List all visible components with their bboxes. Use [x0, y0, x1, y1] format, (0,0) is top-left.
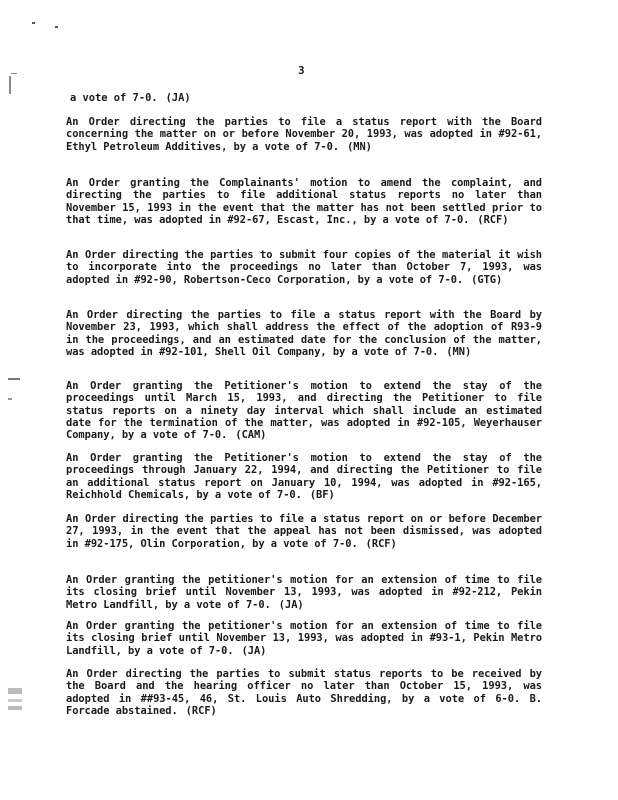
- order-text: An Order granting the Complainants' motion to amend the complaint, and directing the parties to file additional status reports no later than November 15, 1993 in the event that the matter has not been settled prior to that time, was adopted in #92-67, Escast, Inc., by a vote of 7-0.: [66, 177, 542, 226]
- judge-initials: (RCF): [185, 704, 217, 717]
- paragraph-block: [66, 513, 542, 550]
- order-paragraph: [66, 452, 542, 501]
- order-paragraph: [66, 668, 542, 717]
- paragraph-block: [66, 116, 542, 153]
- scan-mark: [8, 398, 12, 400]
- order-paragraph: [66, 620, 542, 657]
- order-text: An Order granting the petitioner's motion for an extension of time to file its closing brief until November 13, 1993, was adopted in #92-212, Pekin Metro Landfill, by a vote of 7-0.: [66, 574, 542, 611]
- page-number: 3: [298, 64, 305, 77]
- order-paragraph: [66, 574, 542, 611]
- order-text: An Order directing the parties to file a status report on or before December 27, 1993, in the event that the appeal has not been dismissed, was adopted in #92-175, Olin Corporation, by a vote of 7-0.: [66, 513, 542, 550]
- scan-mark: [11, 73, 17, 74]
- continued-line-initials: (JA): [165, 92, 191, 104]
- order-text: An Order granting the Petitioner's motion to extend the stay of the proceedings through January 22, 1994, and directing the Petitioner to file an additional status report on January 10, 1994, was adopted in #92-165, Reichhold Chemicals, by a vote of 7-0.: [66, 452, 542, 501]
- judge-initials: (MN): [446, 345, 472, 358]
- judge-initials: (RCF): [477, 213, 509, 226]
- scan-mark: [8, 699, 22, 702]
- judge-initials: (GTG): [471, 273, 503, 286]
- paragraph-block: [66, 620, 542, 657]
- scan-mark: [8, 378, 20, 380]
- continued-line: [70, 92, 191, 104]
- order-paragraph: [66, 116, 542, 153]
- scan-mark: [8, 706, 22, 710]
- scan-mark: [8, 688, 22, 694]
- paragraph-block: [66, 668, 542, 717]
- paragraph-block: [66, 309, 542, 358]
- order-paragraph: [66, 380, 542, 441]
- scan-mark: [55, 26, 58, 28]
- paragraph-block: [66, 177, 542, 226]
- order-text: An Order directing the parties to file a status report with the Board by November 23, 1993, which shall address the effect of the adoption of R93-9 in the proceedings, and an estimated date for the conclusion of the matter, was adopted in #92-101, Shell Oil Company, by a vote of 7-0.: [66, 309, 542, 358]
- judge-initials: (JA): [278, 598, 304, 611]
- paragraph-block: [66, 380, 542, 441]
- judge-initials: (JA): [241, 644, 267, 657]
- paragraph-block: [66, 574, 542, 611]
- judge-initials: (CAM): [235, 429, 267, 442]
- order-paragraph: [66, 513, 542, 550]
- order-paragraph: [66, 177, 542, 226]
- continued-line-text: a vote of 7-0.: [70, 92, 158, 104]
- scan-mark: [9, 76, 11, 94]
- scan-mark: [32, 22, 35, 24]
- judge-initials: (RCF): [365, 537, 397, 550]
- order-text: An Order directing the parties to submit status reports to be received by the Board and the hearing officer no later than October 15, 1993, was adopted in ##93-45, 46, St. Louis Auto Shredding, by a vote of 6-0. B. Forcade abstained.: [66, 668, 542, 717]
- judge-initials: (MN): [347, 140, 372, 153]
- paragraph-block: [66, 249, 542, 286]
- order-text: An Order granting the petitioner's motion for an extension of time to file its closing brief until November 13, 1993, was adopted in #93-1, Pekin Metro Landfill, by a vote of 7-0.: [66, 620, 542, 657]
- judge-initials: (BF): [309, 488, 335, 501]
- order-text: An Order granting the Petitioner's motion to extend the stay of the proceedings until March 15, 1993, and directing the Petitioner to file status reports on a ninety day interval which shall include an estimated date for the termination of the matter, was adopted in #92-105, Weyerhauser Company, by a vote of 7-0.: [66, 380, 542, 442]
- order-text: An Order directing the parties to submit four copies of the material it wish to incorporate into the proceedings no later than October 7, 1993, was adopted in #92-90, Robertson-Ceco Corporation, by a vote of 7-0.: [66, 249, 542, 286]
- paragraph-block: [66, 452, 542, 501]
- order-paragraph: [66, 309, 542, 358]
- order-paragraph: [66, 249, 542, 286]
- order-text: An Order directing the parties to file a status report with the Board concerning the matter on or before November 20, 1993, was adopted in #92-61, Ethyl Petroleum Additives, by a vote of 7-0.: [66, 116, 542, 153]
